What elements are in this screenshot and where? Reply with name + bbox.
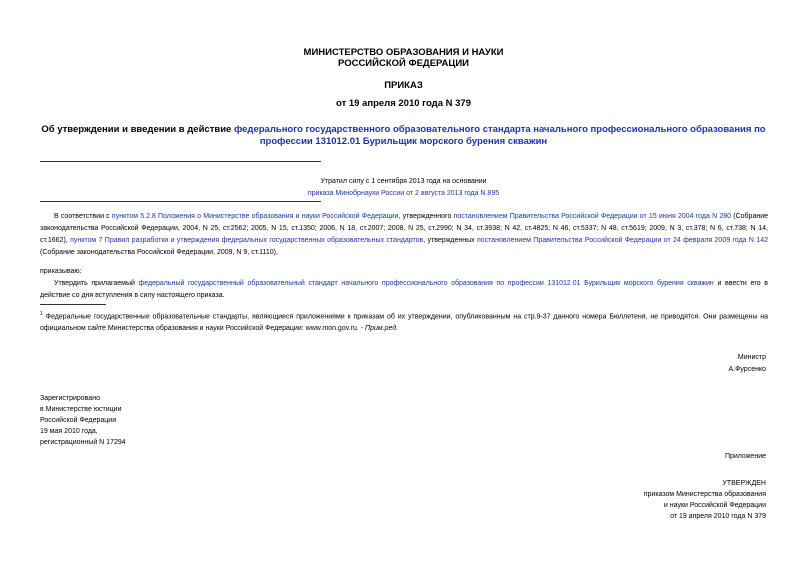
registration-block (40, 393, 260, 448)
ministry-header (0, 47, 807, 69)
registration-line: регистрационный N 17294 (40, 439, 126, 446)
approval-line: и науки Российской Федерации (663, 502, 766, 509)
ministry-line-1: МИНИСТЕРСТВО ОБРАЗОВАНИЯ И НАУКИ (303, 47, 504, 58)
footnote-text: Федеральные государственные образовательные стандарты, являющиеся приложениями к приказам об их утверждении, опубликованным на стр.9-37 данного номера Бюллетеня, не приводятся. Они размещены на официальном сайте Министерства образования и науки Российской Федерации: www.mon.gov.ru. - (40, 313, 768, 333)
signature-position: Министр (737, 354, 766, 361)
ministry-line-2: РОССИЙСКОЙ ФЕДЕРАЦИИ (337, 58, 469, 69)
doc-date-number: от 19 апреля 2010 года N 379 (336, 98, 471, 109)
doc-type: ПРИКАЗ (384, 80, 423, 91)
divider-bottom (40, 201, 321, 202)
approved-standard-link[interactable]: федеральный государственный образовательный стандарт начального профессионального образования по профессии 131012.01 Бурильщик морского бурения скважин (138, 280, 714, 287)
order-text-1: Утвердить прилагаемый (54, 280, 139, 287)
registration-line: в Министерстве юстиции (40, 406, 122, 413)
title-prefix: Об утверждении и введении в действие (41, 124, 234, 135)
divider-top (40, 161, 321, 162)
approval-line: УТВЕРЖДЕН (722, 480, 766, 487)
registration-line: Российской Федерации (40, 417, 117, 424)
order-verb: приказываю: (40, 268, 82, 275)
order-text-2: и ввести его в действие со дня вступления в силу настоящего приказа. (40, 280, 769, 299)
standard-link[interactable]: федерального государственного образовательного стандарта начального профессионального образования по профессии 131012.01 Бурильщик морского бурения скважин (233, 124, 766, 147)
editor-note: Прим.ред. (365, 325, 399, 333)
approval-line: от 19 апреля 2010 года N 379 (670, 513, 766, 520)
rules-point7-link[interactable]: пунктом 7 Правил разработки и утверждения федеральных государственных образовательных стандартов (70, 237, 424, 244)
preamble-text-4: , утвержденных (423, 237, 477, 244)
signature-block (566, 352, 766, 376)
resolution-142-link[interactable]: постановлением Правительства Российской Федерации от 24 февраля 2009 года N 142 (476, 237, 768, 244)
footnote (40, 308, 768, 335)
preamble-text-2: , утвержденного (398, 213, 454, 220)
registration-line: Зарегистрировано (40, 395, 100, 402)
repeal-order-link[interactable]: приказа Минобрнауки России от 2 августа 2013 года N 895 (307, 190, 500, 197)
document-title (40, 124, 767, 148)
regulation-link[interactable]: пунктом 5.2.8 Положения о Министерстве образования и науки Российской Федерации (111, 213, 399, 220)
preamble-text-1: В соответствии с (54, 213, 112, 220)
approval-block (506, 478, 766, 522)
preamble-text-5: (Собрание законодательства Российской Федерации, 2009, N 9, ст.1110), (40, 249, 278, 256)
approval-line: приказом Министерства образования (643, 491, 766, 498)
signature-name: А.Фурсенко (728, 366, 766, 373)
footnote-divider (40, 304, 106, 305)
status-note (0, 176, 807, 200)
appendix-label: Приложение (724, 453, 766, 460)
status-note-text: Утратил силу с 1 сентября 2013 года на основании (320, 178, 487, 185)
order-paragraph (40, 278, 768, 302)
registration-line: 19 мая 2010 года, (40, 428, 98, 435)
resolution-280-link[interactable]: постановлением Правительства Российской Федерации от 15 июня 2004 года N 280 (453, 213, 732, 220)
footnote-mark: 1 (40, 311, 43, 317)
preamble-paragraph (40, 211, 768, 259)
preamble-text-3: (Собрание законодательства Российской Федерации, 2004, N 25, ст.2562; 2005, N 15, ст.1350; 2006, N 18, ст.2007; 2008, N 25, ст.2990; N 34, ст.3938; N 42, ст.4825; N 46, ст.5337; N 48, ст.5619; 2009, N 3, ст.378; N 6, ст.738; N 14, ст.1662), (40, 213, 769, 244)
